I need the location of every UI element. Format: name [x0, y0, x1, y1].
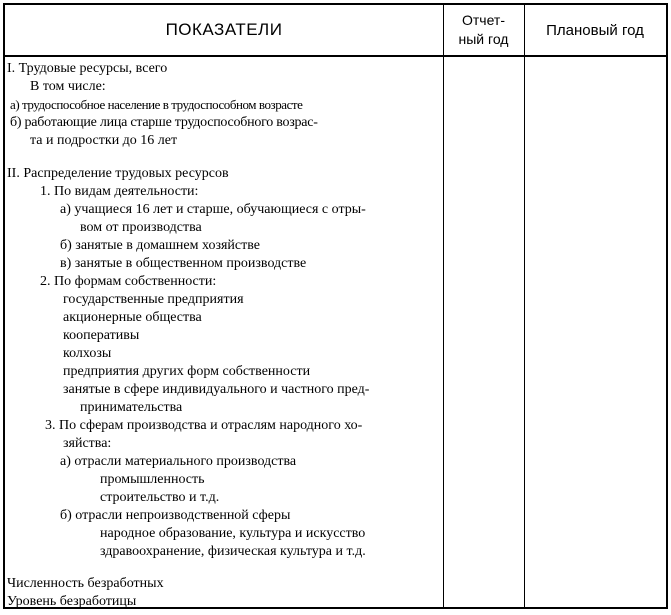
row-private-business: занятые в сфере индивидуального и частного пред-	[63, 382, 370, 397]
row-social-production: в) занятые в общественном производстве	[60, 256, 307, 271]
row-other-ownership: предприятия других форм собственности	[63, 364, 311, 379]
header-divider	[5, 55, 666, 57]
row-by-ownership: 2. По формам собственности:	[40, 274, 217, 289]
row-working-elderly-teens: б) работающие лица старше трудоспособного возрас-	[10, 115, 318, 130]
row-material-production: а) отрасли материального производства	[60, 454, 297, 469]
row-state-enterprises: государственные предприятия	[63, 292, 244, 307]
row-working-elderly-teens-cont: та и подростки до 16 лет	[30, 133, 178, 148]
row-including: В том числе:	[30, 79, 106, 94]
row-non-production: б) отрасли непроизводственной сферы	[60, 508, 291, 523]
column-divider-reporting	[443, 5, 444, 607]
row-by-sectors-cont: зяйства:	[63, 436, 112, 451]
row-unemployment-rate: Уровень безработицы	[7, 594, 137, 609]
header-planned-year: Плановый год	[546, 21, 644, 39]
row-students: а) учащиеся 16 лет и старше, обучающиеся с отры-	[60, 202, 366, 217]
row-labor-resources-total: I. Трудовые ресурсы, всего	[7, 61, 168, 76]
row-industry: промышленность	[100, 472, 205, 487]
row-household: б) занятые в домашнем хозяйстве	[60, 238, 260, 253]
row-private-business-cont: принимательства	[80, 400, 183, 415]
row-by-activity: 1. По видам деятельности:	[40, 184, 199, 199]
header-reporting-year	[443, 5, 524, 55]
row-students-cont: вом от производства	[80, 220, 202, 235]
header-indicators: ПОКАЗАТЕЛИ	[165, 20, 283, 39]
row-joint-stock: акционерные общества	[63, 310, 202, 325]
row-cooperatives: кооперативы	[63, 328, 140, 343]
row-distribution-of-labor: II. Распределение трудовых ресурсов	[7, 166, 229, 181]
header-reporting-year-line1: Отчет-	[461, 12, 505, 28]
row-construction: строительство и т.д.	[100, 490, 220, 505]
row-healthcare-sport: здравоохранение, физическая культура и т.д.	[100, 544, 366, 559]
header-reporting-year-line2: ный год	[458, 31, 509, 47]
row-education-culture: народное образование, культура и искусство	[100, 526, 366, 541]
column-divider-planned	[524, 5, 525, 607]
row-unemployed-count: Численность безработных	[7, 576, 164, 591]
row-working-age-population: а) трудоспособное население в трудоспособном возрасте	[10, 97, 303, 112]
row-collective-farms: колхозы	[63, 346, 112, 361]
row-by-sectors: 3. По сферам производства и отраслям народного хо-	[45, 418, 363, 433]
indicators-table	[3, 3, 668, 609]
